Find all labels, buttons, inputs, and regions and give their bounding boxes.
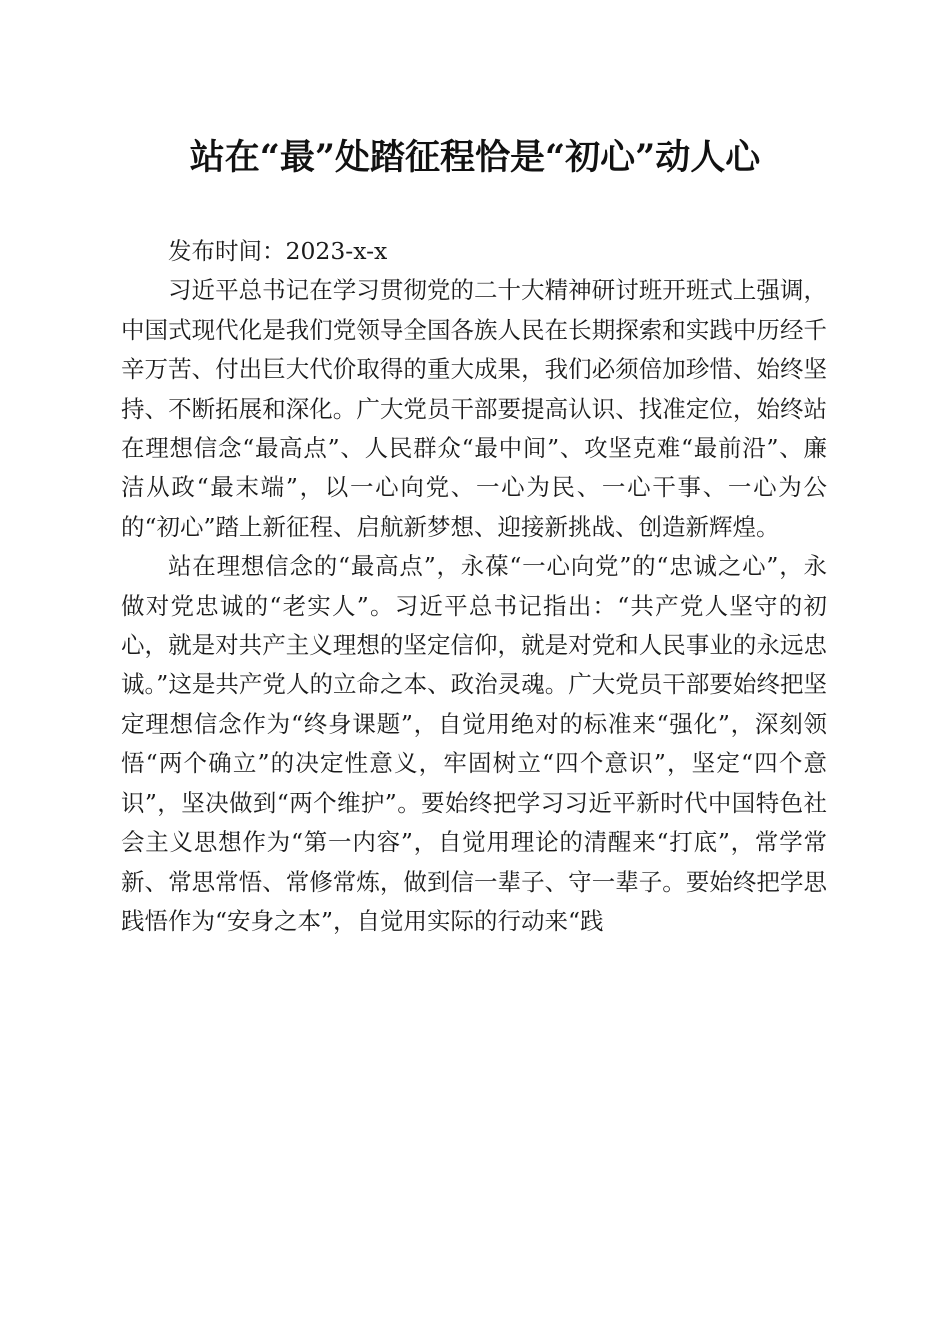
document-body [121,232,827,941]
publish-date: 发布时间：2023-x-x [168,237,388,265]
paragraph-ideals: 站在理想信念的“最高点”，永葆“一心向党”的“忠诚之心”，永做对党忠诚的“老实人”。习近平总书记指出：“共产党人坚守的初心，就是对共产主义理想的坚定信仰，就是对党和人民事业的永远忠诚。”这是共产党人的立命之本、政治灵魂。广大党员干部要始终把坚定理想信念作为“终身课题”，自觉用绝对的标准来“强化”，深刻领悟“两个确立”的决定性意义，牢固树立“四个意识”，坚定“四个意识”，坚决做到“两个维护”。要始终把学习习近平新时代中国特色社会主义思想作为“第一内容”，自觉用理论的清醒来“打底”，常学常新、常思常悟、常修常炼，做到信一辈子、守一辈子。要始终把学思践悟作为“安身之本”，自觉用实际的行动来“践 [121,552,827,935]
document-title: 站在“最”处踏征程恰是“初心”动人心 [189,137,761,178]
paragraph-intro: 习近平总书记在学习贯彻党的二十大精神研讨班开班式上强调，中国式现代化是我们党领导全国各族人民在长期探索和实践中历经千辛万苦、付出巨大代价取得的重大成果，我们必须倍加珍惜、始终坚持、不断拓展和深化。广大党员干部要提高认识、找准定位，始终站在理想信念“最高点”、人民群众“最中间”、攻坚克难“最前沿”、廉洁从政“最末端”，以一心向党、一心为民、一心干事、一心为公的“初心”踏上新征程、启航新梦想、迎接新挑战、创造新辉煌。 [121,276,827,541]
